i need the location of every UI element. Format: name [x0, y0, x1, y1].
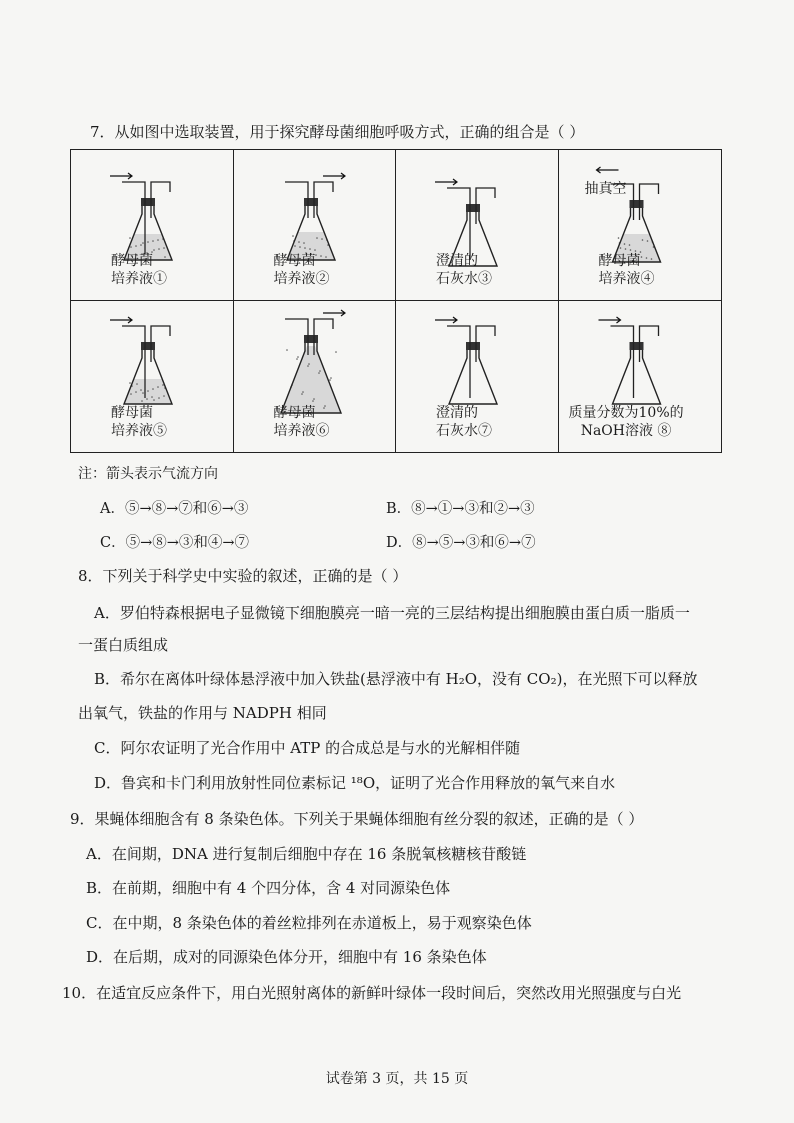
liquid-dot [153, 249, 155, 251]
liquid-dot [292, 235, 294, 237]
liquid-dot [157, 239, 159, 241]
liquid-dot [163, 395, 165, 397]
flask-label [436, 404, 492, 440]
liquid-dot [136, 383, 138, 385]
q7-option-a: A．⑤→⑧→⑦和⑥→③ [100, 501, 249, 517]
apparatus-3 [396, 150, 559, 301]
flask-label-line1: 澄清的 [436, 253, 478, 269]
liquid-dot [312, 400, 314, 402]
flask-label-line1: 质量分数为10%的 [568, 405, 684, 421]
liquid-dot [158, 248, 160, 250]
flask-label-line2: 培养液② [273, 271, 330, 287]
q7-option-b: B．⑧→①→③和②→③ [386, 501, 535, 517]
liquid-dot [142, 392, 144, 394]
q8-option-d: D．鲁宾和卡门利用放射性同位素标记 ¹⁸O，证明了光合作用释放的氧气来自水 [94, 774, 616, 792]
flask-label [111, 404, 167, 440]
apparatus-4 [559, 150, 722, 301]
liquid-dot [151, 396, 153, 398]
flask-label [599, 252, 655, 288]
liquid-dot [135, 391, 137, 393]
figure-note: 注：箭头表示气流方向 [78, 466, 218, 482]
flask-label [274, 404, 330, 440]
apparatus-6 [234, 301, 397, 452]
q8-option-a-line2: 一蛋白质组成 [78, 636, 169, 654]
flask-stopper [466, 204, 480, 212]
flask-label [111, 252, 167, 288]
liquid-dot [153, 399, 155, 401]
apparatus-grid [70, 149, 722, 453]
flask-label [274, 252, 330, 288]
liquid-dot [307, 365, 309, 367]
liquid-dot [140, 244, 142, 246]
airflow-arrow-icon [435, 179, 457, 185]
flask-stopper [466, 342, 480, 350]
flask-label-line1: 澄清的 [436, 405, 478, 421]
airflow-arrow-icon [323, 310, 345, 316]
liquid-dot [321, 238, 323, 240]
flask-stopper [141, 342, 155, 350]
liquid-dot [158, 397, 160, 399]
liquid-dot [319, 370, 321, 372]
apparatus-1 [71, 150, 234, 301]
flask-label-line2: 培养液⑤ [111, 423, 167, 439]
liquid-dot [330, 377, 332, 379]
apparatus-7 [396, 301, 559, 452]
liquid-dot [141, 400, 143, 402]
liquid-dot [299, 246, 301, 248]
liquid-dot [624, 248, 626, 250]
page-footer: 试卷第 3 页，共 15 页 [325, 1071, 469, 1087]
liquid-dot [641, 239, 643, 241]
q8-option-c: C．阿尔农证明了光合作用中 ATP 的合成总是与水的光解相伴随 [94, 739, 521, 757]
q8-option-a-line1: A．罗伯特森根据电子显微镜下细胞膜亮一暗一亮的三层结构提出细胞膜由蛋白质一脂质一 [94, 604, 690, 622]
liquid-dot [152, 388, 154, 390]
q7-option-c: C．⑤→⑧→③和④→⑦ [100, 535, 250, 551]
liquid-dot [303, 242, 305, 244]
liquid-dot [309, 248, 311, 250]
q9-option-c: C．在中期，8 条染色体的着丝粒排列在赤道板上，易于观察染色体 [86, 914, 532, 932]
flask-label-line1: 酵母菌 [111, 405, 153, 421]
liquid-dot [163, 247, 165, 249]
q9-option-a: A．在间期，DNA 进行复制后细胞中存在 16 条脱氧核糖核苷酸链 [86, 845, 527, 863]
apparatus-2 [234, 150, 397, 301]
glass-tube-left [447, 188, 470, 260]
flask-stopper [304, 335, 318, 343]
liquid-dot [302, 391, 304, 393]
liquid-dot [617, 237, 619, 239]
liquid-dot [152, 240, 154, 242]
airflow-arrow-icon [598, 317, 620, 323]
flask-label-line2: NaOH溶液 ⑧ [580, 423, 672, 439]
airflow-arrow-icon [596, 167, 618, 173]
q9-option-d: D．在后期，成对的同源染色体分开，细胞中有 16 条染色体 [86, 948, 487, 966]
liquid-dot [298, 241, 300, 243]
flask-label [436, 252, 492, 288]
liquid-dot [147, 390, 149, 392]
liquid-dot [308, 363, 310, 365]
liquid-dot [294, 245, 296, 247]
airflow-arrow-icon [110, 173, 132, 179]
glass-tube-left [447, 326, 470, 398]
liquid-dot [335, 351, 337, 353]
flask-stopper [141, 198, 155, 206]
question-8-stem: 8．下列关于科学史中实验的叙述，正确的是（ ） [78, 567, 408, 585]
liquid-dot [619, 247, 621, 249]
liquid-dot [628, 244, 630, 246]
flask-label-line1: 酵母菌 [111, 253, 153, 269]
flask-label-line1: 酵母菌 [598, 253, 641, 269]
liquid-dot [623, 243, 625, 245]
airflow-arrow-icon [110, 317, 132, 323]
liquid-dot [629, 249, 631, 251]
liquid-dot [286, 349, 288, 351]
liquid-dot [146, 398, 148, 400]
liquid-dot [301, 393, 303, 395]
flask-stopper [304, 198, 318, 206]
flask-stopper [629, 342, 643, 350]
liquid-dot [304, 247, 306, 249]
liquid-dot [157, 386, 159, 388]
flask-label-line2: 石灰水③ [436, 271, 492, 287]
q9-option-b: B．在前期，细胞中有 4 个四分体，含 4 对同源染色体 [86, 879, 451, 897]
q7-option-d: D．⑧→⑤→③和⑥→⑦ [386, 535, 536, 551]
apparatus-5 [71, 301, 234, 452]
flask-outline [612, 346, 660, 404]
q8-option-b-line2: 出氧气，铁盐的作用与 NADPH 相同 [78, 704, 327, 722]
q8-option-b-line1: B．希尔在离体叶绿体悬浮液中加入铁盐(悬浮液中有 H₂O，没有 CO₂)，在光照下可以释放 [94, 670, 698, 688]
liquid-dot [142, 242, 144, 244]
liquid-dot [162, 384, 164, 386]
liquid-dot [129, 382, 131, 384]
question-9-stem: 9．果蝇体细胞含有 8 条染色体。下列关于果蝇体细胞有丝分裂的叙述，正确的是（ ） [70, 810, 644, 828]
question-7-stem: 7．从如图中选取装置，用于探究酵母菌细胞呼吸方式，正确的组合是（ ） [90, 123, 585, 141]
liquid-dot [296, 358, 298, 360]
liquid-dot [314, 249, 316, 251]
vacuum-label: 抽真空 [584, 181, 627, 197]
apparatus-8 [559, 301, 722, 452]
liquid-dot [297, 356, 299, 358]
liquid-dot [130, 393, 132, 395]
flask-label-line2: 培养液④ [598, 271, 655, 287]
flask-label-line2: 石灰水⑦ [436, 423, 492, 439]
liquid-fill [281, 346, 341, 413]
liquid-dot [135, 245, 137, 247]
flask-label [569, 404, 684, 440]
liquid-dot [329, 379, 331, 381]
glass-tube-left [610, 326, 633, 398]
flask-label-line2: 培养液① [111, 271, 167, 287]
question-10-stem: 10．在适宜反应条件下，用白光照射离体的新鲜叶绿体一段时间后，突然改用光照强度与白光 [62, 984, 682, 1002]
liquid-dot [313, 398, 315, 400]
airflow-arrow-icon [323, 173, 345, 179]
liquid-dot [316, 237, 318, 239]
flask-label-line2: 培养液⑥ [273, 423, 330, 439]
flask-label-line1: 酵母菌 [273, 405, 316, 421]
flask-outline [449, 346, 497, 404]
liquid-dot [129, 237, 131, 239]
flask-label-line1: 酵母菌 [273, 253, 316, 269]
liquid-dot [646, 240, 648, 242]
liquid-dot [147, 241, 149, 243]
airflow-arrow-icon [435, 317, 457, 323]
liquid-dot [130, 246, 132, 248]
flask-stopper [629, 200, 643, 208]
liquid-dot [318, 372, 320, 374]
liquid-dot [140, 389, 142, 391]
